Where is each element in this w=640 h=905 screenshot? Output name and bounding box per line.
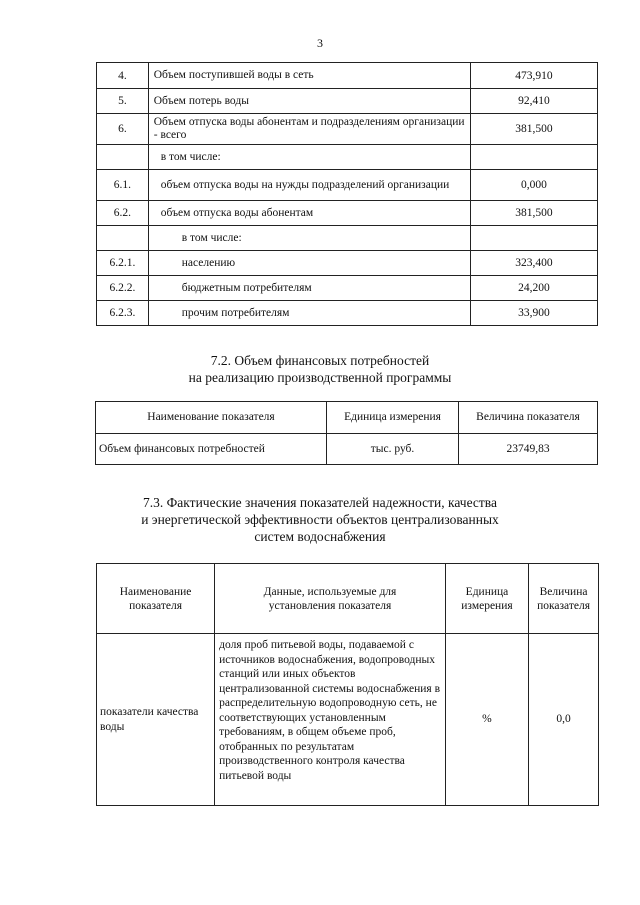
- financial-needs-table: [95, 401, 598, 465]
- table-row: [97, 226, 598, 251]
- table-row: [97, 145, 598, 170]
- table-row: [97, 634, 599, 806]
- row-number: 5.: [97, 89, 149, 114]
- indicator-name: показатели качества воды: [97, 634, 215, 806]
- column-header: Данные, используемые для установления показателя: [215, 564, 446, 634]
- row-value: 381,500: [470, 201, 597, 226]
- table-row: [97, 114, 598, 145]
- row-name: прочим потребителям: [148, 301, 470, 326]
- row-value: 0,000: [470, 170, 597, 201]
- row-name: бюджетным потребителям: [148, 276, 470, 301]
- section-72-title-line: 7.2. Объем финансовых потребностей: [210, 353, 430, 368]
- row-number: 6.2.: [97, 201, 149, 226]
- row-number: 6.1.: [97, 170, 149, 201]
- row-name: объем отпуска воды на нужды подразделений организации: [148, 170, 470, 201]
- column-header: Наименование показателя: [97, 564, 215, 634]
- water-balance-table: [96, 62, 598, 326]
- table-header-row: [97, 564, 599, 634]
- page-number: 3: [317, 36, 323, 50]
- reliability-indicators-table: [96, 563, 599, 806]
- row-number: 6.2.1.: [97, 251, 149, 276]
- table-row: [96, 434, 598, 465]
- section-73-title-line: 7.3. Фактические значения показателей надежности, качества: [143, 495, 497, 510]
- section-72-title-line: на реализацию производственной программы: [188, 370, 452, 385]
- row-value: 33,900: [470, 301, 597, 326]
- row-name: Объем отпуска воды абонентам и подразделениям организации - всего: [148, 114, 470, 145]
- row-number: 6.2.3.: [97, 301, 149, 326]
- section-73-title: [0, 494, 640, 545]
- table-row: [97, 276, 598, 301]
- row-number: 6.: [97, 114, 149, 145]
- row-value: 473,910: [470, 63, 597, 89]
- indicator-unit: %: [445, 634, 528, 806]
- section-73-title-line: систем водоснабжения: [254, 529, 386, 544]
- table-row: [97, 301, 598, 326]
- indicator-data: доля проб питьевой воды, подаваемой с источников водоснабжения, водопроводных станций или иных объектов централизованной системы водоснабжения в распределительную водопроводную сеть, не соответствующих установленным требованиям, в общем объеме проб, отобранных по результатам производственного контроля качества питьевой воды: [215, 634, 446, 806]
- section-72-title: [0, 352, 640, 386]
- indicator-name: Объем финансовых потребностей: [96, 434, 327, 465]
- row-value: 24,200: [470, 276, 597, 301]
- row-name: в том числе:: [148, 145, 470, 170]
- table-header-row: [96, 402, 598, 434]
- column-header: Величина показателя: [529, 564, 599, 634]
- row-value: 381,500: [470, 114, 597, 145]
- table-row: [97, 89, 598, 114]
- table-row: [97, 251, 598, 276]
- column-header: Единица измерения: [327, 402, 459, 434]
- row-name: в том числе:: [148, 226, 470, 251]
- indicator-value: 23749,83: [459, 434, 598, 465]
- row-value: [470, 145, 597, 170]
- row-name: населению: [148, 251, 470, 276]
- row-value: [470, 226, 597, 251]
- table-row: [97, 201, 598, 226]
- row-value: 323,400: [470, 251, 597, 276]
- row-name: Объем потерь воды: [148, 89, 470, 114]
- row-name: объем отпуска воды абонентам: [148, 201, 470, 226]
- table-row: [97, 170, 598, 201]
- indicator-value: 0,0: [529, 634, 599, 806]
- row-number: [97, 226, 149, 251]
- row-number: 4.: [97, 63, 149, 89]
- row-number: 6.2.2.: [97, 276, 149, 301]
- indicator-unit: тыс. руб.: [327, 434, 459, 465]
- row-name: Объем поступившей воды в сеть: [148, 63, 470, 89]
- row-number: [97, 145, 149, 170]
- section-73-title-line: и энергетической эффективности объектов централизованных: [141, 512, 499, 527]
- column-header: Единица измерения: [445, 564, 528, 634]
- column-header: Величина показателя: [459, 402, 598, 434]
- table-row: [97, 63, 598, 89]
- column-header: Наименование показателя: [96, 402, 327, 434]
- row-value: 92,410: [470, 89, 597, 114]
